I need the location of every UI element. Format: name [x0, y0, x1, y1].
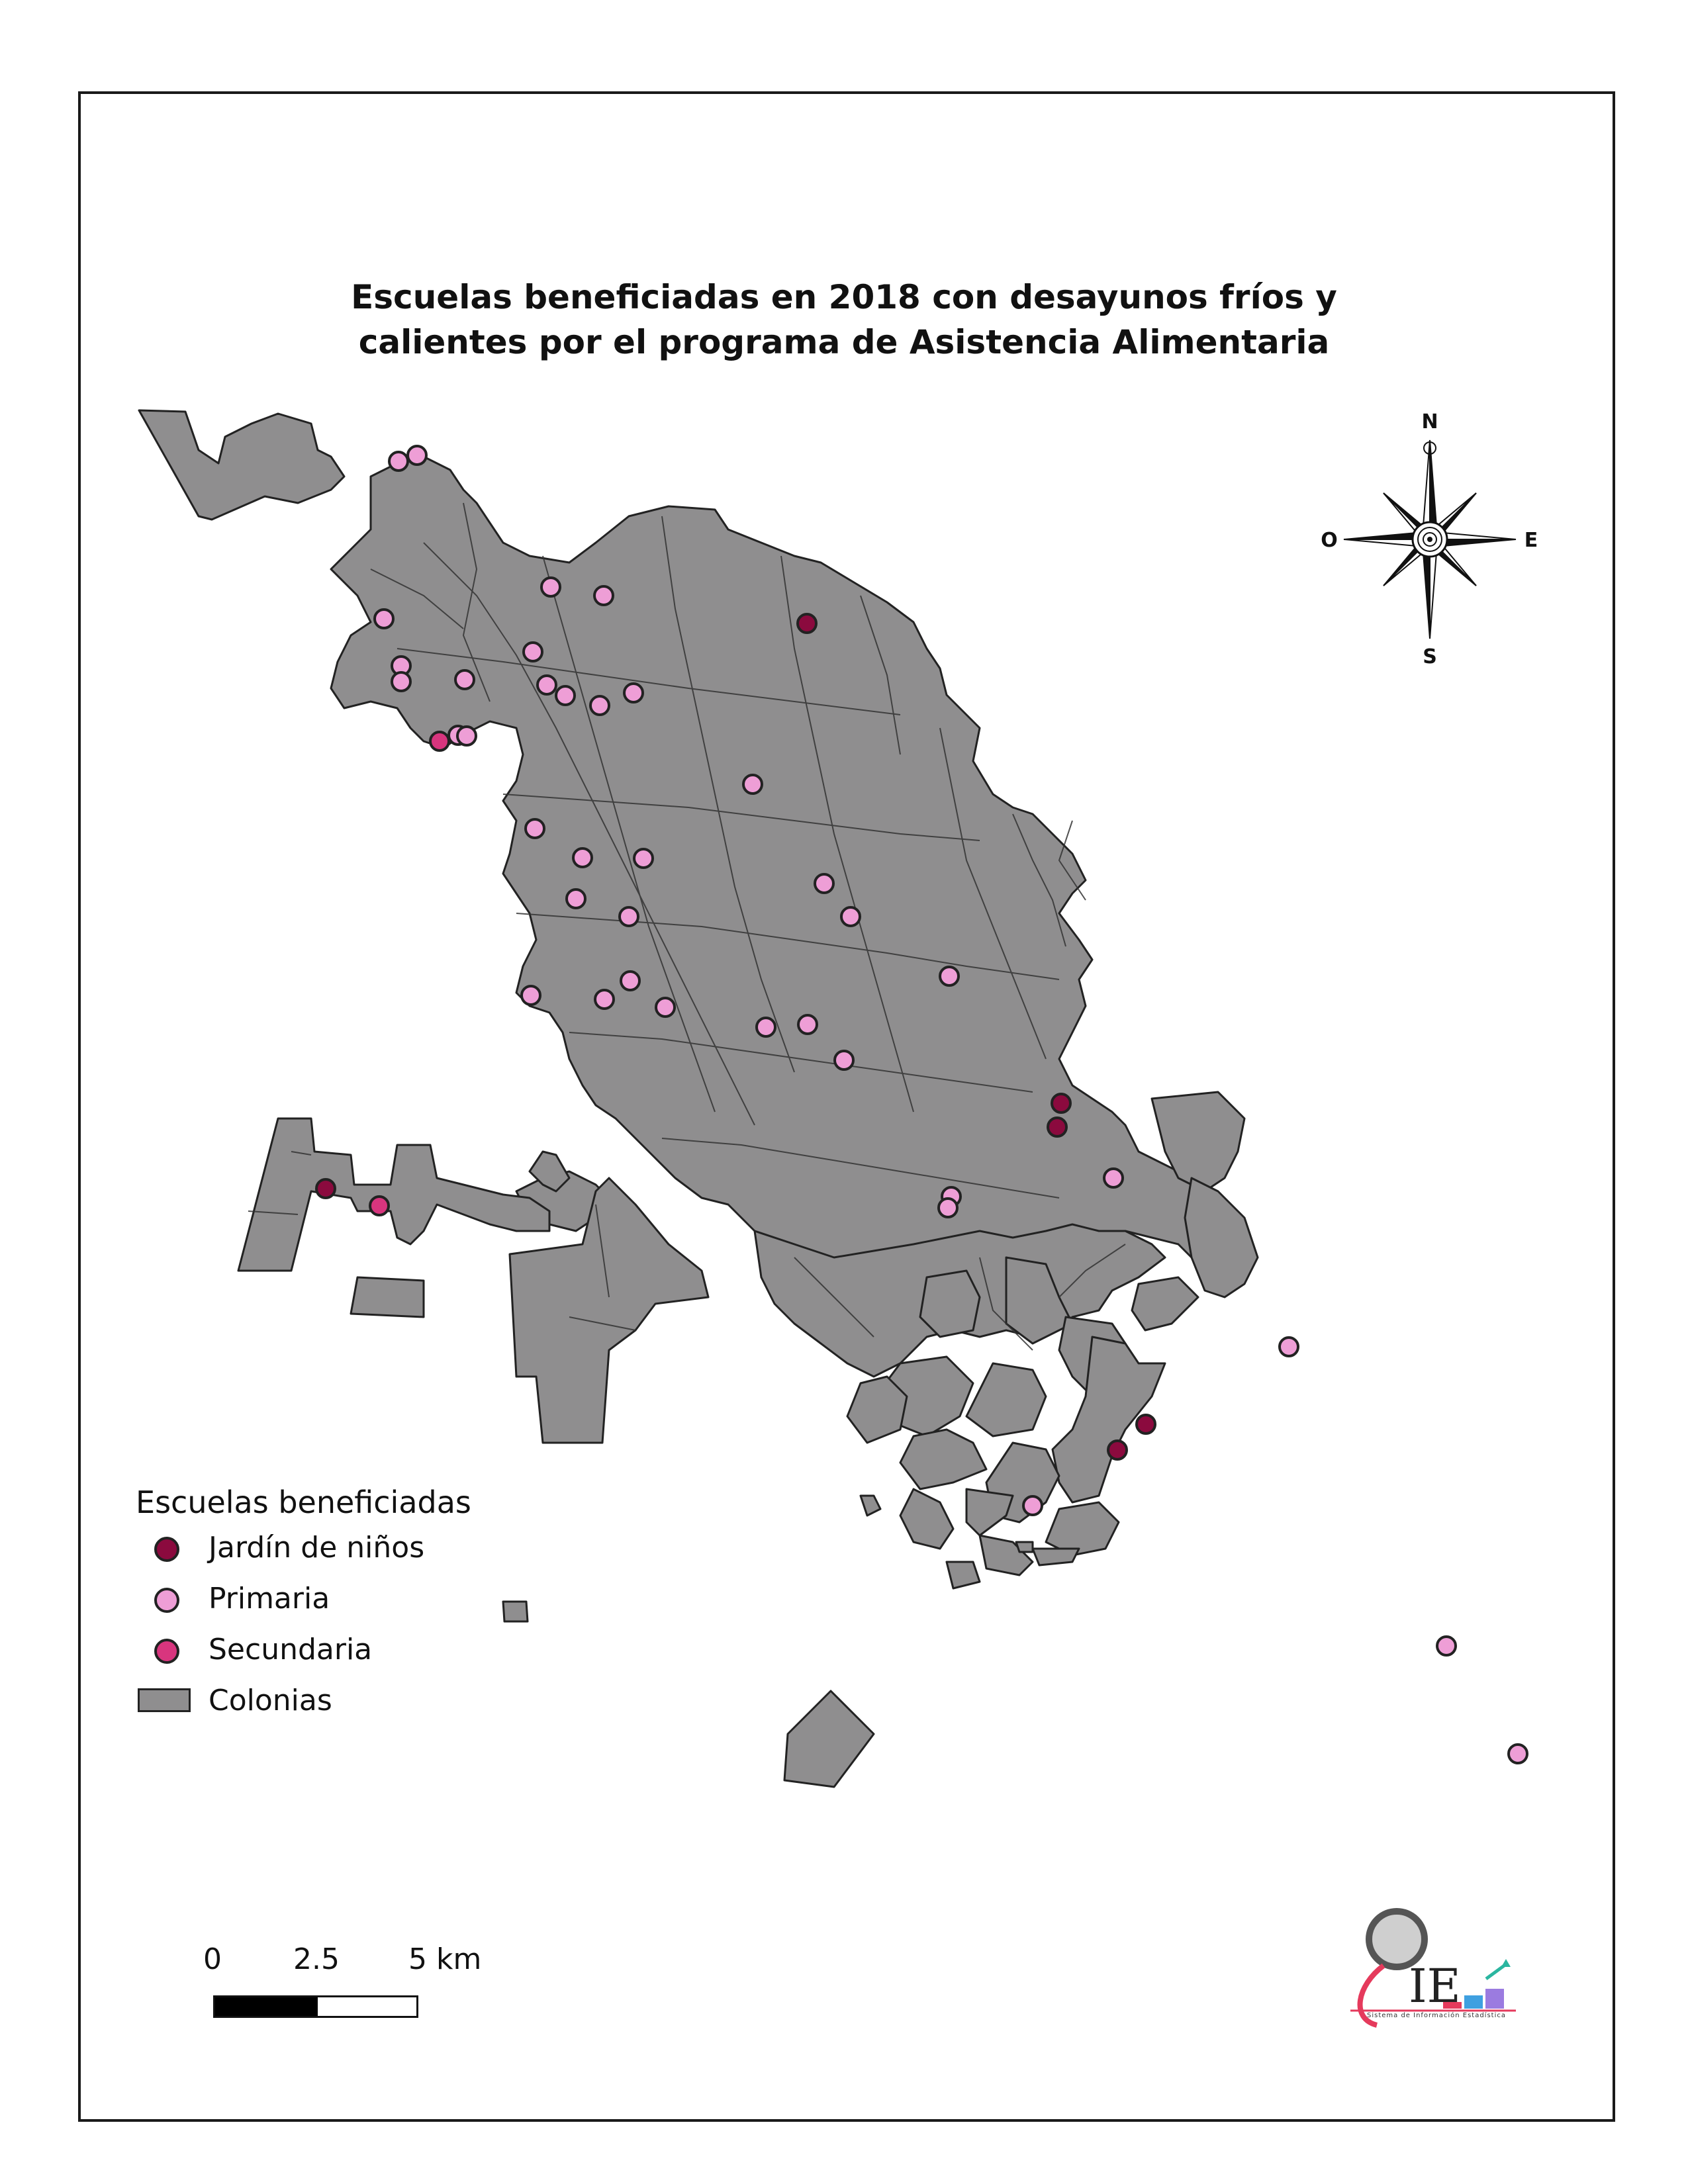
logo-subtitle: Sistema de Información Estadística [1366, 2012, 1506, 2019]
primaria-point [389, 452, 408, 471]
colonia-polygon [351, 1277, 424, 1317]
scale-bar [213, 1995, 418, 2018]
primaria-point [594, 586, 613, 605]
legend-label-colonias: Colonias [209, 1684, 332, 1717]
primaria-point [743, 775, 762, 794]
primaria-point [757, 1018, 775, 1036]
scale-label-zero: 0 [203, 1942, 222, 1976]
compass-south-label: S [1423, 645, 1437, 668]
legend [136, 1482, 471, 1726]
primaria-point [940, 967, 959, 985]
compass-west-label: O [1321, 529, 1338, 552]
scale-label-mid: 2.5 [293, 1942, 340, 1976]
colonia-polygon [1185, 1178, 1258, 1297]
compass-north-label: N [1421, 410, 1438, 433]
jardin-point [1137, 1415, 1155, 1433]
jardin-point [316, 1179, 335, 1198]
primaria-point [835, 1051, 853, 1069]
primaria-point [538, 676, 556, 694]
colonia-polygon [847, 1377, 907, 1443]
jardin-point [1052, 1094, 1070, 1113]
primaria-point [656, 998, 675, 1017]
scale-label-end: 5 km [408, 1942, 482, 1976]
secundaria-points [370, 732, 449, 1215]
primaria-point [408, 446, 426, 465]
colonia-polygon [1033, 1549, 1079, 1565]
primaria-point [567, 889, 585, 908]
legend-item-jardin [136, 1522, 471, 1573]
primaria-point [1509, 1745, 1527, 1763]
primaria-marker-icon [154, 1588, 179, 1613]
primaria-point [1104, 1169, 1123, 1187]
scale-bar-segment [215, 1997, 318, 2016]
colonia-polygon [784, 1691, 874, 1787]
primaria-point [1023, 1496, 1042, 1515]
legend-item-secundaria [136, 1624, 471, 1675]
colonia-swatch-icon [138, 1688, 191, 1712]
primaria-point [620, 907, 638, 926]
secundaria-point [370, 1197, 389, 1215]
legend-label-primaria: Primaria [209, 1582, 330, 1615]
legend-item-colonias [136, 1675, 471, 1726]
primaria-point [522, 986, 540, 1005]
map-title-line1: Escuelas beneficiadas en 2018 con desayunos fríos y [351, 278, 1337, 316]
colonia-polygon [238, 1118, 549, 1271]
primaria-point [526, 819, 544, 838]
primaria-point [392, 672, 410, 691]
jardin-marker-icon [154, 1537, 179, 1562]
primaria-point [939, 1199, 957, 1217]
legend-title: Escuelas beneficiadas [136, 1484, 471, 1520]
sie-logo [1350, 1911, 1516, 2025]
colonia-polygon [966, 1363, 1046, 1436]
colonia-polygon [966, 1489, 1013, 1535]
colonia-polygon [920, 1271, 980, 1337]
primaria-point [556, 686, 575, 705]
colonia-polygon [503, 1602, 528, 1621]
compass-east-label: E [1524, 529, 1538, 552]
legend-label-secundaria: Secundaria [209, 1633, 373, 1666]
legend-item-primaria [136, 1573, 471, 1624]
colonia-polygon [947, 1562, 980, 1588]
primaria-point [634, 849, 653, 868]
primaria-point [1280, 1338, 1298, 1356]
logo-text: IE [1409, 1959, 1461, 2013]
secundaria-marker-icon [154, 1639, 179, 1664]
colonia-polygon [900, 1430, 986, 1489]
secundaria-point [430, 732, 449, 751]
primaria-point [573, 848, 592, 867]
colonia-polygon [1132, 1277, 1198, 1330]
colonia-polygon [139, 410, 344, 520]
primaria-point [841, 907, 860, 926]
jardin-point [1048, 1118, 1066, 1136]
jardin-point [1108, 1441, 1127, 1459]
map-title [0, 275, 1688, 365]
primaria-point [455, 670, 474, 689]
primaria-point [524, 643, 542, 661]
primaria-point [590, 696, 609, 715]
compass-rose [1321, 410, 1538, 668]
colonia-polygon [1046, 1502, 1119, 1555]
primaria-point [621, 972, 639, 990]
primaria-point [624, 684, 643, 702]
legend-label-jardin: Jardín de niños [209, 1531, 425, 1565]
primaria-point [1437, 1637, 1456, 1655]
primaria-point [375, 610, 393, 628]
map-title-line2: calientes por el programa de Asistencia Alimentaria [358, 323, 1330, 361]
jardin-point [798, 614, 816, 633]
primaria-point [541, 578, 560, 596]
primaria-point [798, 1015, 817, 1034]
colonia-polygon [861, 1496, 880, 1516]
primaria-point [815, 874, 833, 893]
colonia-polygon [900, 1489, 953, 1549]
primaria-point [457, 727, 476, 745]
primaria-point [595, 990, 614, 1009]
colonia-polygon [1016, 1542, 1033, 1552]
